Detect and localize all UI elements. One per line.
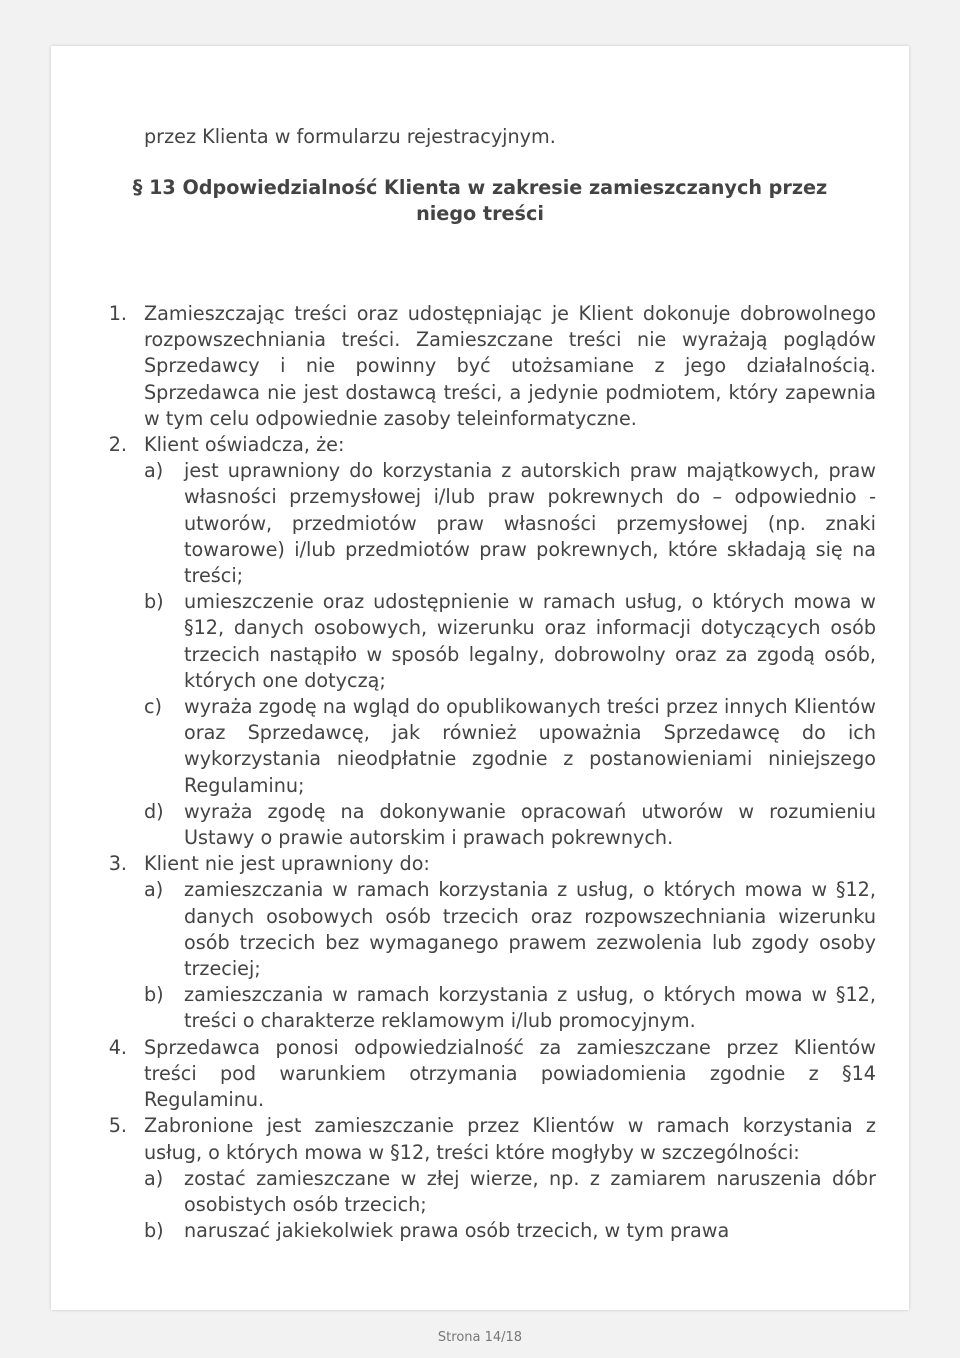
numbered-list [103,301,876,1244]
intro-line: przez Klienta w formularzu rejestracyjnym. [144,125,556,148]
sub-item-5b [144,1218,876,1244]
sub-item-2d [144,799,876,851]
sub-item-text: wyraża zgodę na dokonywanie opracowań utworów w rozumieniu Ustawy o prawie autorskim i prawach pokrewnych. [184,799,876,850]
sub-item-letter: d) [144,799,164,823]
sub-item-2a [144,458,876,589]
sub-item-text: naruszać jakiekolwiek prawa osób trzecich, w tym prawa [184,1219,730,1243]
sub-item-letter: b) [144,1219,164,1243]
item-number: 1. [108,302,127,325]
sub-item-3b [144,982,876,1034]
document-page [51,46,909,1310]
sub-item-letter: a) [144,459,164,483]
section-heading-line-2: niego treści [416,202,544,226]
sub-item-3a [144,877,876,982]
item-text: Sprzedawca ponosi odpowiedzialność za zamieszczane przez Klientów treści pod warunkiem otrzymania powiadomienia zgodnie z §14 Regulaminu. [144,1035,876,1112]
list-item-1 [103,301,876,432]
list-item-4 [103,1035,876,1114]
item-number: 3. [108,852,127,876]
list-item-2 [103,432,876,851]
item-text: Zamieszczając treści oraz udostępniając je Klient dokonuje dobrowolnego rozpowszechniania treści. Zamieszczane treści nie wyrażają poglądów Sprzedawcy i nie powinny być utożsamiane z jego działalnością. Sprzedawca nie jest dostawcą treści, a jedynie podmiotem, który zapewnia w tym celu odpowiednie zasoby teleinformatyczne. [144,302,876,430]
sub-item-text: zamieszczania w ramach korzystania z usług, o których mowa w §12, treści o charakterze reklamowym i/lub promocyjnym. [184,983,876,1033]
list-item-5 [103,1113,876,1244]
sub-item-text: jest uprawniony do korzystania z autorskich praw majątkowych, praw własności przemysłowej i/lub praw pokrewnych do – odpowiednio - utworów, przedmiotów praw własności przemysłowej (np. znaki towarowe) i/lub przedmiotów praw pokrewnych, które składają się na treści; [184,459,876,588]
sub-item-text: zostać zamieszczane w złej wierze, np. z zamiarem naruszenia dóbr osobistych osób trzecich; [184,1166,876,1216]
item-text: Klient nie jest uprawniony do: [144,852,430,876]
item-text: Klient oświadcza, że: [144,433,345,457]
list-item-3 [103,851,876,1034]
sub-item-letter: b) [144,983,164,1007]
item-text: Zabronione jest zamieszczanie przez Klientów w ramach korzystania z usług, o których mowa w §12, treści które mogłyby w szczególności: [144,1114,876,1164]
sub-item-text: umieszczenie oraz udostępnienie w ramach usług, o których mowa w §12, danych osobowych, wizerunku oraz informacji dotyczących osób trzecich nastąpiło w sposób legalny, dobrowolny oraz za zgodą osób, których one dotyczą; [184,590,876,692]
section-heading-line-1: § 13 Odpowiedzialność Klienta w zakresie zamieszczanych przez [132,176,828,199]
sub-item-letter: a) [144,878,164,902]
item-number: 2. [108,433,127,457]
sub-item-5a [144,1166,876,1218]
page-number-footer: Strona 14/18 [437,1330,523,1345]
sub-item-2b [144,589,876,694]
item-number: 4. [108,1035,127,1059]
sub-item-letter: c) [144,695,163,719]
section-heading [91,175,869,227]
sub-item-letter: a) [144,1166,164,1190]
sub-item-text: zamieszczania w ramach korzystania z usług, o których mowa w §12, danych osobowych osób trzecich oraz rozpowszechniania wizerunku osób trzecich bez wymaganego prawem zezwolenia lub zgody osoby trzeciej; [184,878,876,981]
sub-item-text: wyraża zgodę na wgląd do opublikowanych treści przez innych Klientów oraz Sprzedawcę, jak również upoważnia Sprzedawcę do ich wykorzystania nieodpłatnie zgodnie z postanowieniami niniejszego Regulaminu; [184,695,876,797]
item-number: 5. [108,1114,127,1138]
sub-item-letter: b) [144,590,164,614]
sub-item-2c [144,694,876,799]
